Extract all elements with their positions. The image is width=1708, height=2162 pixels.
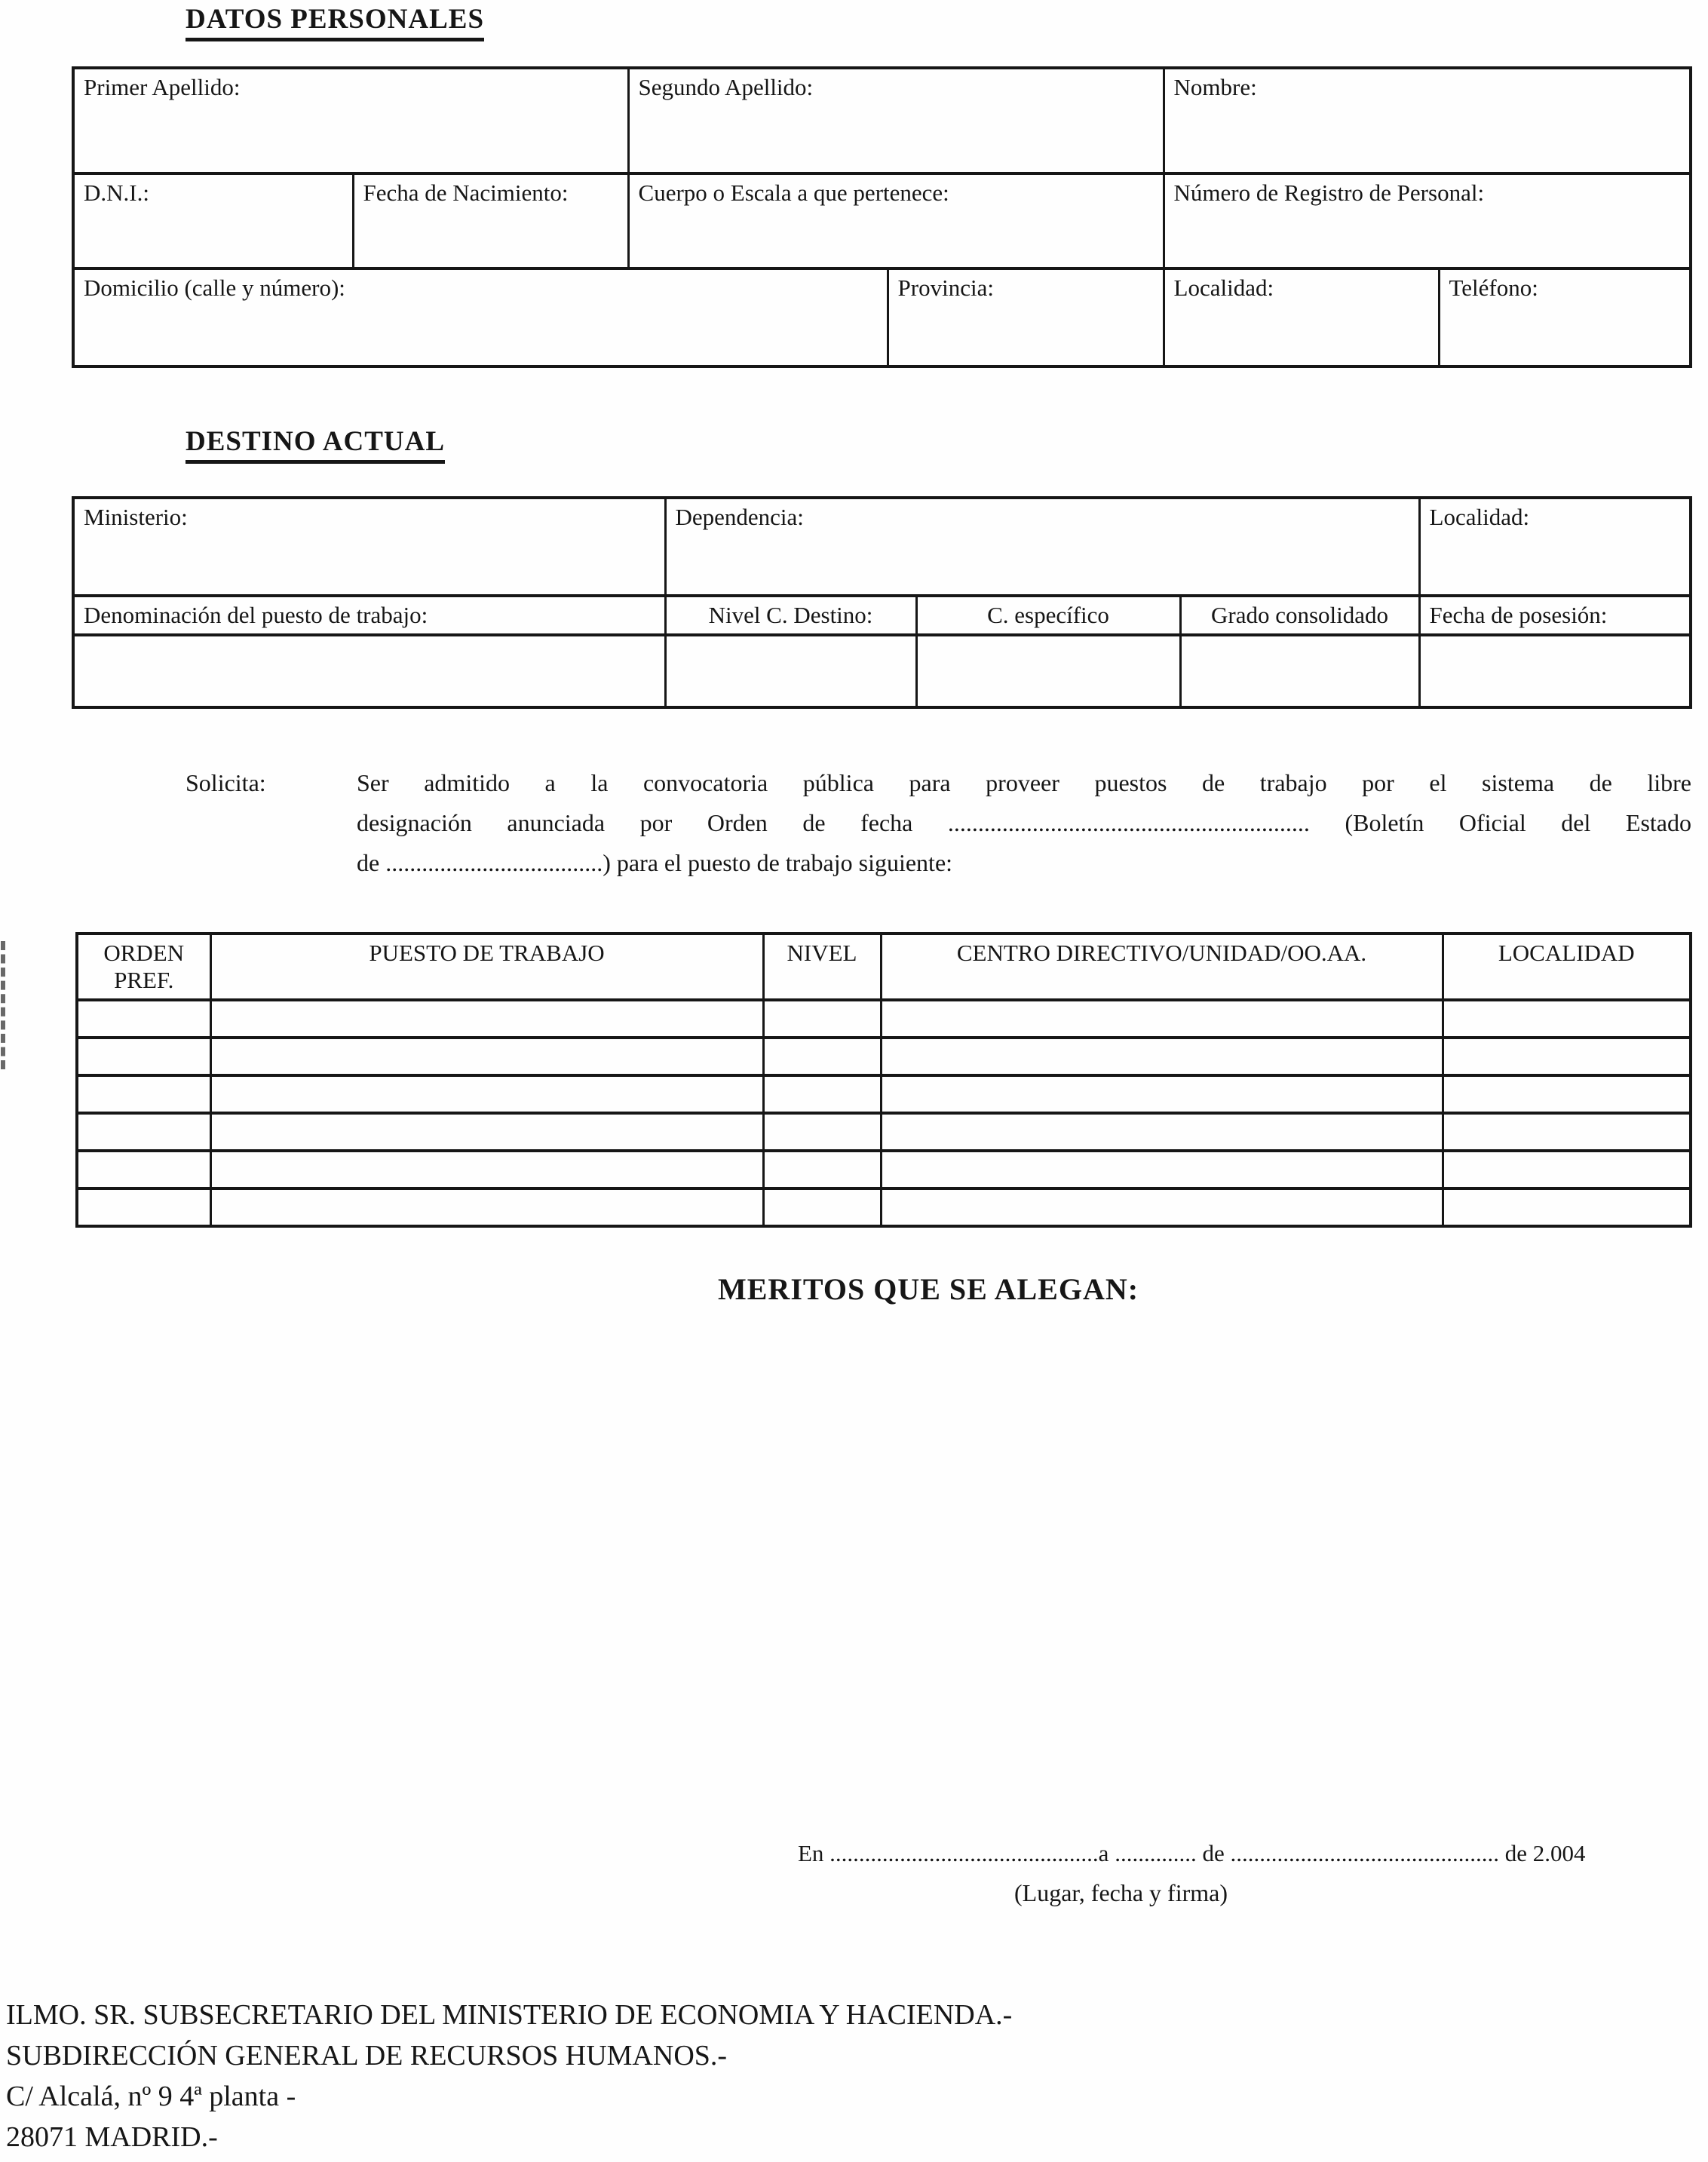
cell-nivel bbox=[763, 1038, 881, 1075]
cell-nivel bbox=[763, 1151, 881, 1188]
cell-localidad bbox=[1443, 1151, 1691, 1188]
cell-puesto bbox=[210, 1113, 763, 1151]
datos-row-domicilio bbox=[73, 268, 1691, 366]
cell-orden bbox=[77, 1000, 210, 1038]
cell-orden bbox=[77, 1113, 210, 1151]
col-header-localidad: LOCALIDAD bbox=[1443, 934, 1691, 1000]
cell-centro bbox=[881, 1038, 1443, 1075]
puestos-row-5 bbox=[77, 1151, 1691, 1188]
puestos-row-6 bbox=[77, 1188, 1691, 1226]
cell-centro bbox=[881, 1151, 1443, 1188]
cell-nivel bbox=[763, 1075, 881, 1113]
cell-puesto bbox=[210, 1038, 763, 1075]
section-title-datos-personales bbox=[186, 3, 484, 41]
cell-nivel bbox=[763, 1000, 881, 1038]
field-localidad-destino: Localidad: bbox=[1419, 498, 1691, 596]
field-ministerio: Ministerio: bbox=[73, 498, 665, 596]
field-denominacion-puesto: Denominación del puesto de trabajo: bbox=[73, 596, 665, 635]
datos-row-dni bbox=[73, 173, 1691, 268]
puestos-row-2 bbox=[77, 1038, 1691, 1075]
footer-line-1: ILMO. SR. SUBSECRETARIO DEL MINISTERIO DE ECONOMIA Y HACIENDA.- bbox=[6, 1999, 1013, 2031]
cell-centro bbox=[881, 1075, 1443, 1113]
cell-localidad bbox=[1443, 1188, 1691, 1226]
field-domicilio: Domicilio (calle y número): bbox=[73, 268, 888, 366]
section-title-text: DATOS PERSONALES bbox=[186, 3, 484, 41]
col-header-puesto: PUESTO DE TRABAJO bbox=[210, 934, 763, 1000]
cell-localidad bbox=[1443, 1038, 1691, 1075]
footer-line-3: C/ Alcalá, nº 9 4ª planta - bbox=[6, 2081, 296, 2112]
puestos-header-row bbox=[77, 934, 1691, 1000]
destino-row-labels bbox=[73, 596, 1691, 635]
field-localidad: Localidad: bbox=[1164, 268, 1439, 366]
cell-puesto bbox=[210, 1151, 763, 1188]
cell-puesto bbox=[210, 1000, 763, 1038]
destino-actual-table bbox=[72, 496, 1692, 709]
footer-line-4: 28071 MADRID.- bbox=[6, 2121, 218, 2153]
footer-address bbox=[6, 1995, 1012, 2157]
section-title-destino-actual bbox=[186, 425, 445, 464]
col-header-orden-line1: ORDEN bbox=[103, 940, 185, 966]
puestos-row-4 bbox=[77, 1113, 1691, 1151]
signature-date-line: En ..............................................a .............. de .............................................. de 2.004 bbox=[798, 1840, 1586, 1866]
meritos-title: MERITOS QUE SE ALEGAN: bbox=[718, 1272, 1139, 1306]
solicita-line-2: designación anunciada por Orden de fecha ............................................................ (Boletín Oficial del Estado bbox=[357, 809, 1691, 836]
datos-personales-table bbox=[72, 66, 1692, 368]
cell-orden bbox=[77, 1075, 210, 1113]
field-c-especifico: C. específico bbox=[916, 596, 1180, 635]
puestos-table bbox=[75, 932, 1692, 1228]
signature-caption: (Lugar, fecha y firma) bbox=[1014, 1879, 1228, 1906]
puestos-row-1 bbox=[77, 1000, 1691, 1038]
cell-nivel bbox=[763, 1188, 881, 1226]
cell-orden bbox=[77, 1151, 210, 1188]
field-primer-apellido: Primer Apellido: bbox=[73, 68, 628, 173]
cell-centro bbox=[881, 1000, 1443, 1038]
field-telefono: Teléfono: bbox=[1439, 268, 1691, 366]
field-fecha-posesion: Fecha de posesión: bbox=[1419, 596, 1691, 635]
cell-orden bbox=[77, 1038, 210, 1075]
input-space-posesion bbox=[1419, 635, 1691, 707]
col-header-centro: CENTRO DIRECTIVO/UNIDAD/OO.AA. bbox=[881, 934, 1443, 1000]
field-cuerpo-escala: Cuerpo o Escala a que pertenece: bbox=[628, 173, 1164, 268]
solicita-line-1: Ser admitido a la convocatoria pública para proveer puestos de trabajo por el sistema de libre bbox=[357, 769, 1691, 796]
cell-puesto bbox=[210, 1188, 763, 1226]
field-dni: D.N.I.: bbox=[73, 173, 353, 268]
col-header-orden-line2: PREF. bbox=[114, 967, 174, 993]
cell-nivel bbox=[763, 1113, 881, 1151]
footer-line-2: SUBDIRECCIÓN GENERAL DE RECURSOS HUMANOS.- bbox=[6, 2040, 728, 2072]
puestos-row-3 bbox=[77, 1075, 1691, 1113]
col-header-orden-pref bbox=[77, 934, 210, 1000]
cell-localidad bbox=[1443, 1075, 1691, 1113]
cell-localidad bbox=[1443, 1000, 1691, 1038]
cell-centro bbox=[881, 1188, 1443, 1226]
datos-row-apellidos bbox=[73, 68, 1691, 173]
cell-orden bbox=[77, 1188, 210, 1226]
input-space-especifico bbox=[916, 635, 1180, 707]
field-grado-consolidado: Grado consolidado bbox=[1180, 596, 1419, 635]
field-numero-registro: Número de Registro de Personal: bbox=[1164, 173, 1691, 268]
input-space-denominacion bbox=[73, 635, 665, 707]
solicita-label: Solicita: bbox=[186, 769, 266, 796]
cell-puesto bbox=[210, 1075, 763, 1113]
col-header-nivel: NIVEL bbox=[763, 934, 881, 1000]
field-dependencia: Dependencia: bbox=[665, 498, 1419, 596]
field-nombre: Nombre: bbox=[1164, 68, 1691, 173]
field-provincia: Provincia: bbox=[888, 268, 1164, 366]
solicita-line-3: de ....................................) para el puesto de trabajo siguiente: bbox=[357, 849, 953, 876]
field-fecha-nacimiento: Fecha de Nacimiento: bbox=[353, 173, 628, 268]
solicita-paragraph bbox=[357, 763, 1691, 883]
field-nivel-c-destino: Nivel C. Destino: bbox=[665, 596, 916, 635]
input-space-nivel bbox=[665, 635, 916, 707]
cell-centro bbox=[881, 1113, 1443, 1151]
input-space-grado bbox=[1180, 635, 1419, 707]
destino-row-values bbox=[73, 635, 1691, 707]
field-segundo-apellido: Segundo Apellido: bbox=[628, 68, 1164, 173]
section-title-text: DESTINO ACTUAL bbox=[186, 425, 445, 464]
cell-localidad bbox=[1443, 1113, 1691, 1151]
scan-artifact bbox=[1, 941, 5, 1069]
destino-row-ministerio bbox=[73, 498, 1691, 596]
